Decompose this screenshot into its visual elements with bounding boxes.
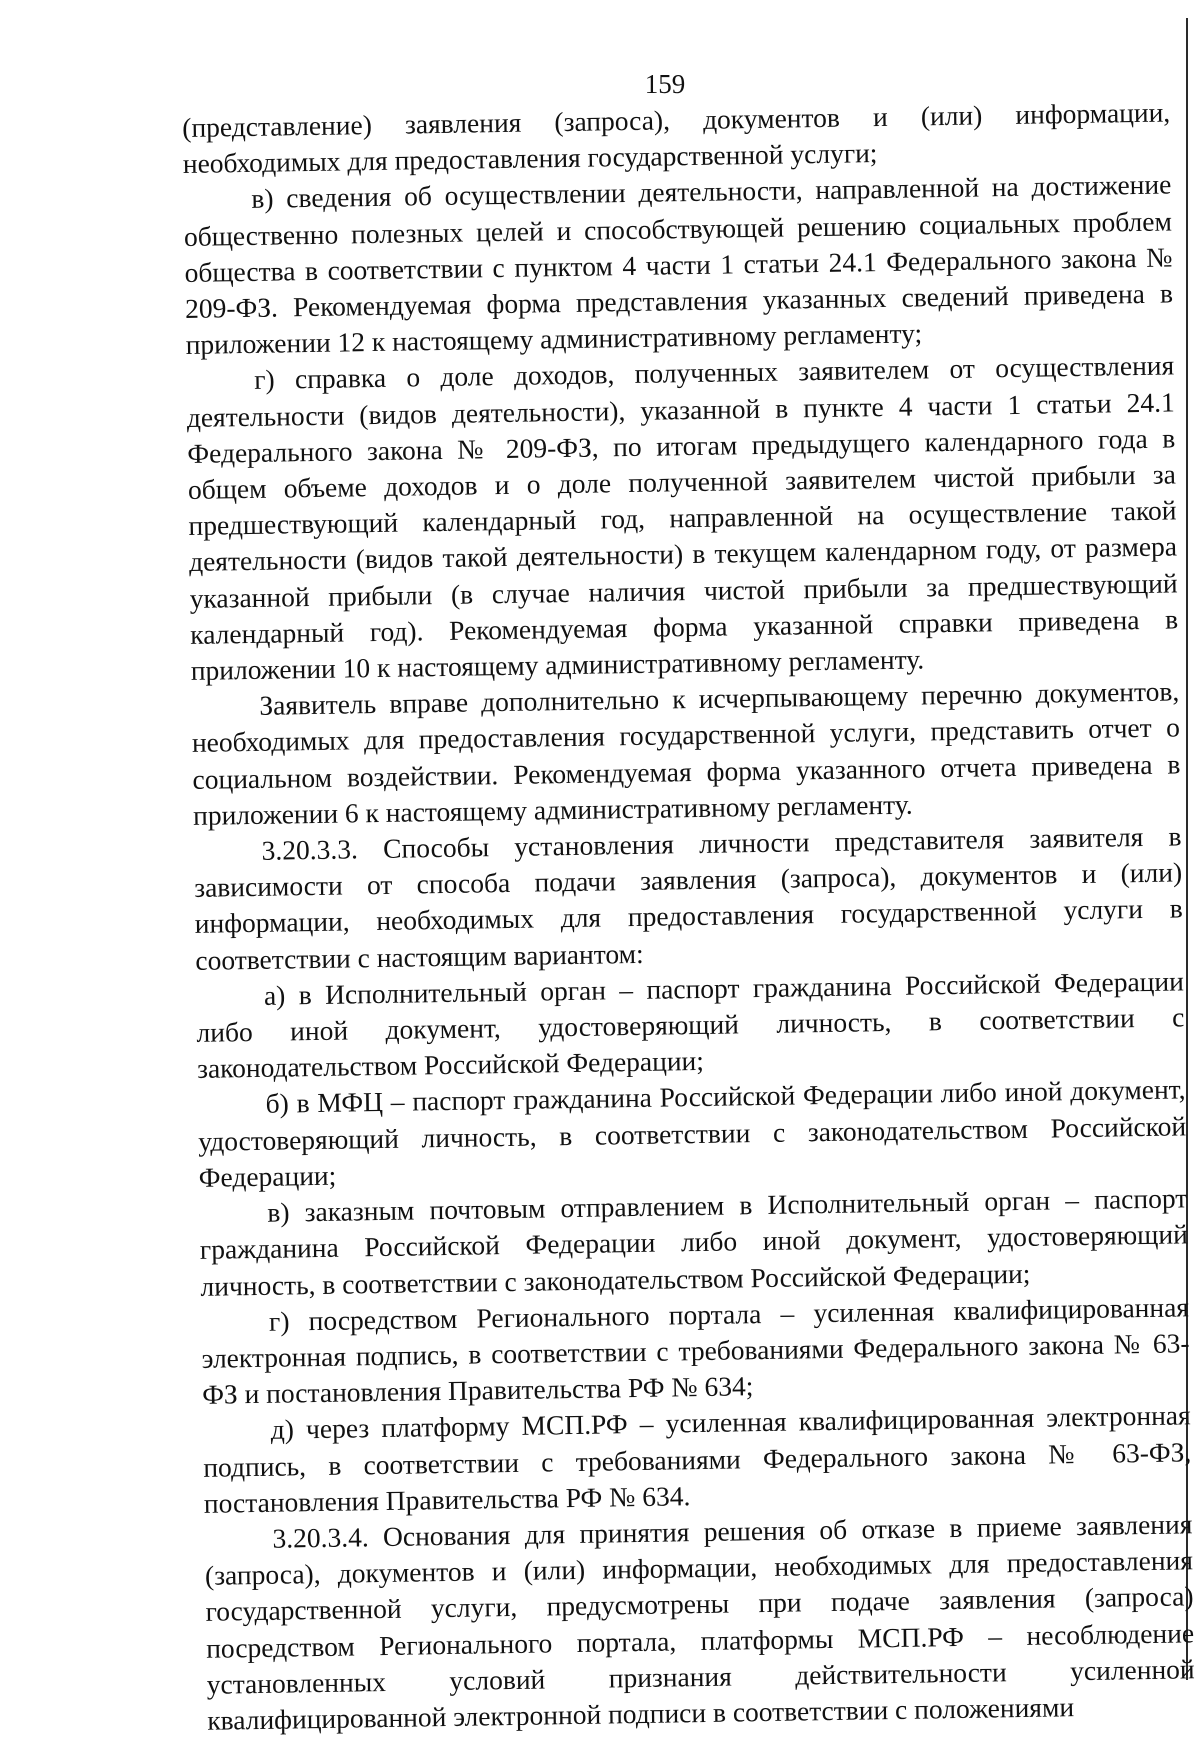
page-number: 159	[644, 69, 686, 99]
paragraph-section-3-20-3-4: 3.20.3.4. Основания для принятия решения об отказе в приеме заявления (запроса), документов и (или) информации, необходимых для предоставления государственной услуги, предусмотрены при подаче заявления (запроса) посредством Регионального портала, платформы МСП.РФ – несоблюдение установленных условий признания действительности усиленной квалифицированной электронной подписи в соответствии с положениями	[204, 1508, 1195, 1736]
paragraph-item-a: а) в Исполнительный орган – паспорт гражданина Российской Федерации либо иной документ, удостоверяющий личность, в соответствии с законодательством Российской Федерации;	[196, 965, 1185, 1085]
document-body	[182, 94, 1195, 1738]
paragraph-item-v: в) сведения об осуществлении деятельности, направленной на достижение общественно полезных целей и способствующей решению социальных проблем общества в соответствии с пунктом 4 части 1 статьи 24.1 Федерального закона № 209-ФЗ. Рекомендуемая форма представления указанных сведений приведена в приложении 12 к настоящему административному регламенту;	[183, 168, 1174, 361]
paragraph-applicant-right: Заявитель вправе дополнительно к исчерпывающему перечню документов, необходимых для предоставления государственной услуги, представить отчет о социальном воздействии. Рекомендуемая форма указанного отчета приведена в приложении 6 к настоящему административному регламенту.	[191, 675, 1181, 831]
paragraph-item-v-post: в) заказным почтовым отправлением в Исполнительный орган – паспорт гражданина Российской Федерации либо иной документ, удостоверяющий личность, в соответствии с законодательством Российской Федерации;	[199, 1182, 1189, 1302]
paragraph-item-b: б) в МФЦ – паспорт гражданина Российской Федерации либо иной документ, удостоверяющий личность, в соответствии с законодательством Российской Федерации;	[197, 1073, 1187, 1193]
paragraph-item-d-platform: д) через платформу МСП.РФ – усиленная квалифицированная электронная подпись, в соответствии с требованиями Федерального закона № 63-ФЗ, постановления Правительства РФ № 634.	[203, 1399, 1192, 1519]
paragraph-item-g-portal: г) посредством Регионального портала – усиленная квалифицированная электронная подпись, в соответствии с требованиями Федерального закона № 63-ФЗ и постановления Правительства РФ № 634;	[201, 1291, 1190, 1410]
paragraph-continuation: (представление) заявления (запроса), документов и (или) информации, необходимых для предоставления государственной услуги;	[182, 96, 1171, 180]
paragraph-item-g: г) справка о доле доходов, полученных заявителем от осуществления деятельности (видов деятельности), указанной в пункте 4 части 1 статьи 24.1 Федерального закона № 209-ФЗ, по итогам предыдущего календарного года в общем объеме доходов и о доле полученной заявителем чистой прибыли за предшествующий календарный год, направленной на осуществление такой деятельности (видов такой деятельности) в текущем календарном году, от размера указанной прибыли (в случае наличия чистой прибыли за предшествующий календарный год). Рекомендуемая форма указанной справки приведена в приложении 10 к настоящему административному регламенту.	[186, 349, 1179, 686]
paragraph-section-3-20-3-3: 3.20.3.3. Способы установления личности представителя заявителя в зависимости от способа подачи заявления (запроса), документов и (или) информации, необходимых для предоставления государственной услуги в соответствии с настоящим вариантом:	[193, 820, 1183, 976]
